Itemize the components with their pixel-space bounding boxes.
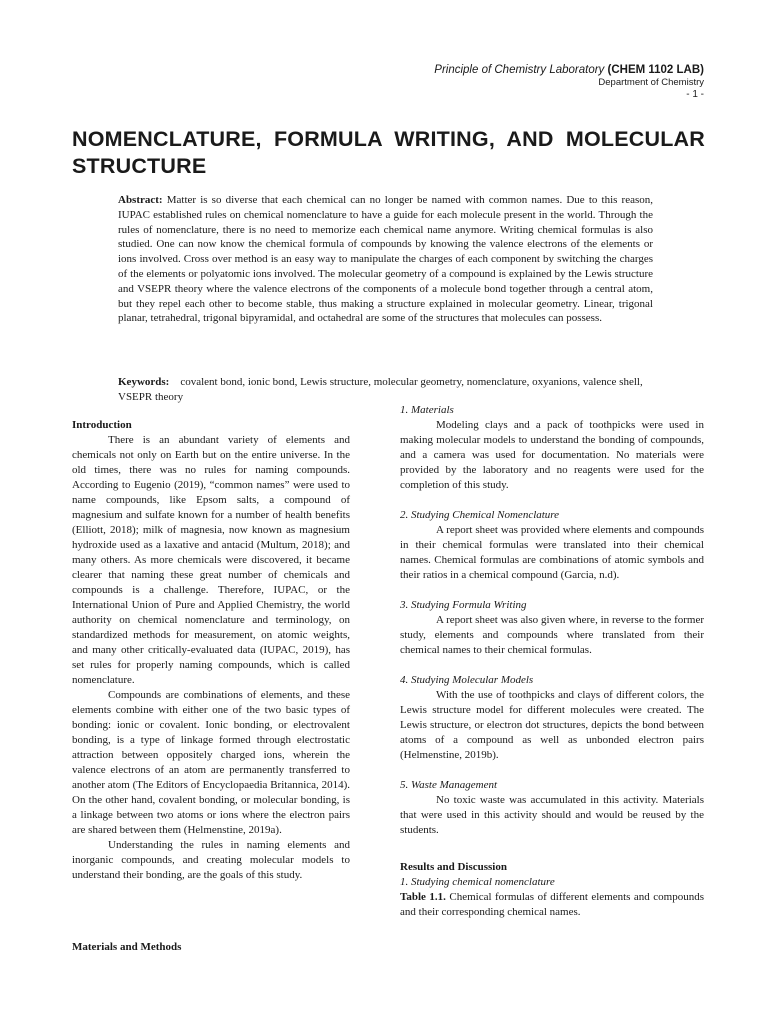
abstract-label: Abstract:: [118, 194, 163, 206]
method-text-materials: Modeling clays and a pack of toothpicks were used in making molecular models to understand the bonding of compounds, and a camera was used for documentation. No materials were provided by the laboratory and no reagents were used for the completion of this study.: [400, 419, 704, 491]
table-label: Table 1.1.: [400, 891, 446, 903]
abstract: [118, 193, 653, 326]
keywords-text: covalent bond, ionic bond, Lewis structure, molecular geometry, nomenclature, oxyanions, valence shell, VSEPR theory: [118, 376, 643, 403]
method-text-molecular-models: With the use of toothpicks and clays of different colors, the Lewis structure model for different molecules were created. The Lewis structure, or electron dot structures, depicts the bond between atoms of a compound as well as unbonded electron pairs (Helmenstine, 2019b).: [400, 689, 704, 761]
method-text-formula-writing: A report sheet was also given where, in reverse to the former study, elements and compounds where translated from their chemical names to their chemical formulas.: [400, 614, 704, 656]
keywords-label: Keywords:: [118, 376, 170, 388]
abstract-text: Matter is so diverse that each chemical can no longer be named with common names. Due to this reason, IUPAC established rules on chemical nomenclature to have a guide for each molecule present in the world. Through the rules of nomenclature, there is no need to memorize each chemical name anymore. Writing chemical formulas is also studied. One can now know the chemical formula of compounds by knowing the valence electrons of the elements or ions involved. Cross over method is an easy way to manipulate the charges of each component by switching the charges of the elements or polyatomic ions involved. The molecular geometry of a compound is explained by the Lewis structure and VSEPR theory where the valence electrons of the components of a molecule bond together through a central atom, but they repel each other to become stable, thus making a structure explained in molecular geometry. Linear, trigonal planar, tetrahedral, trigonal bipyramidal, and octahedral are some of the structures that molecules can possess.: [118, 194, 653, 325]
table-caption: [400, 890, 704, 920]
method-heading-molecular-models: 4. Studying Molecular Models: [400, 674, 534, 686]
table-caption-text: Chemical formulas of different elements and compounds and their corresponding chemical names.: [400, 891, 705, 918]
right-column: [400, 403, 704, 920]
page-number: - 1 -: [686, 89, 704, 100]
method-text-nomenclature: A report sheet was provided where elements and compounds in their chemical formulas were translated into their chemical names. Chemical formulas are combinations of atomic symbols and their ratios in a chemical compound (Garcia, n.d).: [400, 524, 704, 581]
intro-paragraph-3: Understanding the rules in naming elements and inorganic compounds, and creating molecular models to understand their bonding, are the goals of this study.: [72, 839, 350, 881]
introduction-heading: Introduction: [72, 419, 132, 431]
intro-paragraph-1: There is an abundant variety of elements and chemicals not only on Earth but on the entire universe. In the old times, there was no rules for naming compounds. According to Eugenio (2019), “common names” were used to name compounds, like Epsom salts, a compound of magnesium and sulfate known for a number of health benefits (Elliott, 2018); milk of magnesia, now known as magnesium hydroxide used as a laxative and antacid (Multum, 2018); and many others. As more chemicals were discovered, it became clearer that naming these great number of chemicals and compounds is a challenge. Therefore, IUPAC, or the International Union of Pure and Applied Chemistry, the world authority on chemical nomenclature and terminology, on standardized methods for measurement, on atomic weights, and many other critically-evaluated data (IUPAC, 2019), has set rules for properly naming compounds, which is called nomenclature.: [72, 434, 350, 686]
materials-methods-heading: Materials and Methods: [72, 941, 182, 953]
keywords: [118, 375, 653, 405]
course-line: [434, 64, 704, 76]
method-text-waste-management: No toxic waste was accumulated in this activity. Materials that were used in this activity should and would be reused by the students.: [400, 794, 704, 836]
method-heading-nomenclature: 2. Studying Chemical Nomenclature: [400, 509, 560, 521]
running-header: [434, 64, 704, 100]
course-code: (CHEM 1102 LAB): [607, 64, 704, 76]
results-subheading: 1. Studying chemical nomenclature: [400, 876, 555, 888]
method-heading-materials: 1. Materials: [400, 404, 454, 416]
intro-paragraph-2: Compounds are combinations of elements, and these elements combine with either one of the two basic types of bonding: ionic or covalent. Ionic bonding, or electrovalent bonding, is a type of linkage formed through electrostatic attraction between oppositely charged ions, wherein the valence electrons of an atom are permanently transferred to another atom (The Editors of Encyclopaedia Britannica, 2014). On the other hand, covalent bonding, or molecular bonding, is a linkage between two atoms or ions where the electron pairs are shared between them (Helmenstine, 2019a).: [72, 689, 350, 836]
method-heading-waste-management: 5. Waste Management: [400, 779, 498, 791]
course-title: Principle of Chemistry Laboratory: [434, 64, 605, 76]
left-column: [72, 418, 350, 883]
results-heading: Results and Discussion: [400, 861, 507, 873]
method-heading-formula-writing: 3. Studying Formula Writing: [400, 599, 527, 611]
paper-title: NOMENCLATURE, FORMULA WRITING, AND MOLECULAR STRUCTURE: [72, 127, 705, 178]
department: Department of Chemistry: [598, 77, 704, 88]
